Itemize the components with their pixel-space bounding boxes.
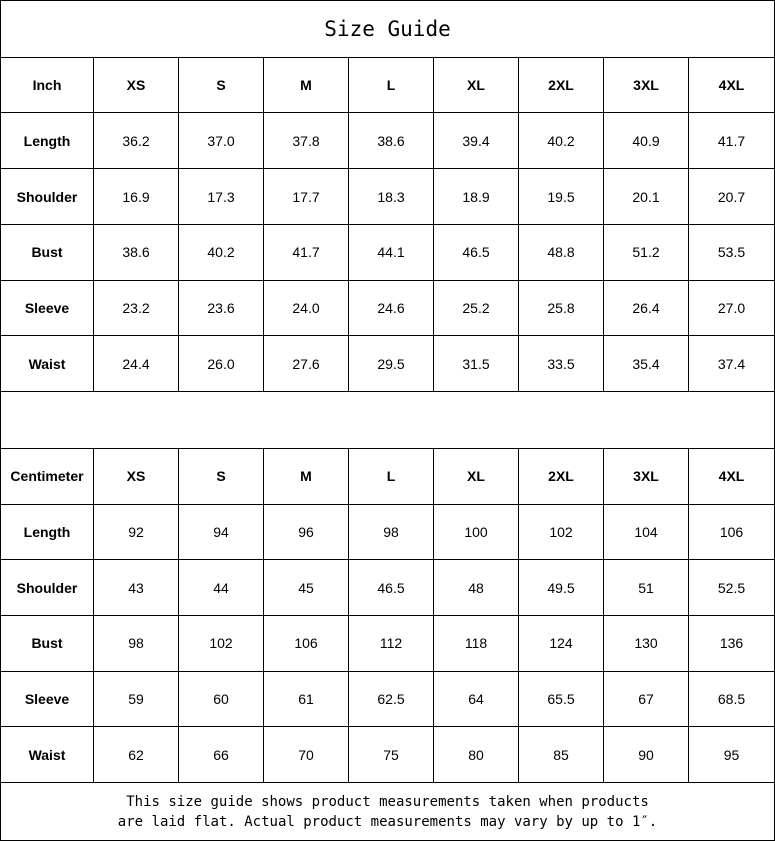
inch-measure-row bbox=[1, 336, 775, 392]
cm-value-cell: 43 bbox=[94, 560, 179, 616]
inch-measure-row bbox=[1, 280, 775, 336]
cm-value-cell: 59 bbox=[94, 671, 179, 727]
cm-size-header: XS bbox=[94, 448, 179, 504]
inch-value-cell: 38.6 bbox=[94, 224, 179, 280]
inch-value-cell: 31.5 bbox=[434, 336, 519, 392]
cm-value-cell: 124 bbox=[519, 615, 604, 671]
cm-value-cell: 75 bbox=[349, 727, 434, 783]
inch-value-cell: 41.7 bbox=[689, 113, 775, 169]
inch-value-cell: 51.2 bbox=[604, 224, 689, 280]
cm-value-cell: 90 bbox=[604, 727, 689, 783]
cm-value-cell: 118 bbox=[434, 615, 519, 671]
inch-value-cell: 20.7 bbox=[689, 169, 775, 225]
cm-value-cell: 95 bbox=[689, 727, 775, 783]
cm-measure-row bbox=[1, 615, 775, 671]
cm-value-cell: 44 bbox=[179, 560, 264, 616]
cm-value-cell: 102 bbox=[179, 615, 264, 671]
cm-value-cell: 104 bbox=[604, 504, 689, 560]
inch-value-cell: 37.8 bbox=[264, 113, 349, 169]
note-row bbox=[1, 783, 775, 841]
inch-measure-row bbox=[1, 113, 775, 169]
inch-value-cell: 33.5 bbox=[519, 336, 604, 392]
cm-measure-row bbox=[1, 560, 775, 616]
inch-value-cell: 41.7 bbox=[264, 224, 349, 280]
inch-value-cell: 25.8 bbox=[519, 280, 604, 336]
inch-value-cell: 53.5 bbox=[689, 224, 775, 280]
cm-header-row bbox=[1, 448, 775, 504]
inch-row-label: Waist bbox=[1, 336, 94, 392]
inch-value-cell: 19.5 bbox=[519, 169, 604, 225]
cm-size-header: 2XL bbox=[519, 448, 604, 504]
cm-value-cell: 67 bbox=[604, 671, 689, 727]
cm-value-cell: 66 bbox=[179, 727, 264, 783]
cm-value-cell: 49.5 bbox=[519, 560, 604, 616]
spacer-row bbox=[1, 392, 775, 449]
inch-size-header: M bbox=[264, 57, 349, 113]
spacer-cell bbox=[1, 392, 775, 449]
cm-size-header: L bbox=[349, 448, 434, 504]
cm-value-cell: 60 bbox=[179, 671, 264, 727]
cm-value-cell: 64 bbox=[434, 671, 519, 727]
inch-header-row bbox=[1, 57, 775, 113]
inch-value-cell: 35.4 bbox=[604, 336, 689, 392]
cm-value-cell: 130 bbox=[604, 615, 689, 671]
inch-value-cell: 17.7 bbox=[264, 169, 349, 225]
cm-row-label: Waist bbox=[1, 727, 94, 783]
inch-size-header: 3XL bbox=[604, 57, 689, 113]
inch-value-cell: 36.2 bbox=[94, 113, 179, 169]
cm-size-header: 3XL bbox=[604, 448, 689, 504]
cm-value-cell: 102 bbox=[519, 504, 604, 560]
inch-value-cell: 18.9 bbox=[434, 169, 519, 225]
inch-size-header: S bbox=[179, 57, 264, 113]
note-line-1: This size guide shows product measurements taken when products bbox=[126, 793, 649, 810]
cm-value-cell: 85 bbox=[519, 727, 604, 783]
cm-value-cell: 61 bbox=[264, 671, 349, 727]
cm-value-cell: 48 bbox=[434, 560, 519, 616]
cm-value-cell: 45 bbox=[264, 560, 349, 616]
cm-value-cell: 96 bbox=[264, 504, 349, 560]
inch-value-cell: 20.1 bbox=[604, 169, 689, 225]
inch-size-header: XS bbox=[94, 57, 179, 113]
inch-row-label: Length bbox=[1, 113, 94, 169]
inch-value-cell: 27.0 bbox=[689, 280, 775, 336]
inch-size-header: 4XL bbox=[689, 57, 775, 113]
cm-row-label: Bust bbox=[1, 615, 94, 671]
note-line-2: are laid flat. Actual product measurements may vary by up to 1″. bbox=[117, 813, 658, 830]
cm-value-cell: 98 bbox=[349, 504, 434, 560]
cm-value-cell: 62.5 bbox=[349, 671, 434, 727]
inch-size-header: L bbox=[349, 57, 434, 113]
inch-size-header: XL bbox=[434, 57, 519, 113]
cm-row-label: Sleeve bbox=[1, 671, 94, 727]
cm-unit-label: Centimeter bbox=[1, 448, 94, 504]
inch-value-cell: 40.2 bbox=[519, 113, 604, 169]
cm-value-cell: 70 bbox=[264, 727, 349, 783]
inch-value-cell: 29.5 bbox=[349, 336, 434, 392]
inch-value-cell: 24.4 bbox=[94, 336, 179, 392]
measurement-note bbox=[1, 783, 775, 841]
inch-value-cell: 26.0 bbox=[179, 336, 264, 392]
inch-value-cell: 37.0 bbox=[179, 113, 264, 169]
cm-value-cell: 52.5 bbox=[689, 560, 775, 616]
cm-value-cell: 136 bbox=[689, 615, 775, 671]
inch-value-cell: 25.2 bbox=[434, 280, 519, 336]
cm-value-cell: 98 bbox=[94, 615, 179, 671]
cm-value-cell: 112 bbox=[349, 615, 434, 671]
inch-value-cell: 23.2 bbox=[94, 280, 179, 336]
inch-row-label: Sleeve bbox=[1, 280, 94, 336]
cm-row-label: Length bbox=[1, 504, 94, 560]
cm-value-cell: 62 bbox=[94, 727, 179, 783]
cm-measure-row bbox=[1, 727, 775, 783]
inch-value-cell: 18.3 bbox=[349, 169, 434, 225]
inch-value-cell: 44.1 bbox=[349, 224, 434, 280]
inch-size-header: 2XL bbox=[519, 57, 604, 113]
cm-measure-row bbox=[1, 504, 775, 560]
inch-value-cell: 27.6 bbox=[264, 336, 349, 392]
inch-value-cell: 40.2 bbox=[179, 224, 264, 280]
inch-measure-row bbox=[1, 169, 775, 225]
cm-row-label: Shoulder bbox=[1, 560, 94, 616]
cm-measure-row bbox=[1, 671, 775, 727]
cm-value-cell: 68.5 bbox=[689, 671, 775, 727]
inch-value-cell: 24.0 bbox=[264, 280, 349, 336]
inch-value-cell: 40.9 bbox=[604, 113, 689, 169]
cm-value-cell: 65.5 bbox=[519, 671, 604, 727]
inch-value-cell: 23.6 bbox=[179, 280, 264, 336]
cm-size-header: 4XL bbox=[689, 448, 775, 504]
inch-value-cell: 16.9 bbox=[94, 169, 179, 225]
inch-value-cell: 38.6 bbox=[349, 113, 434, 169]
cm-size-header: S bbox=[179, 448, 264, 504]
inch-value-cell: 24.6 bbox=[349, 280, 434, 336]
cm-size-header: XL bbox=[434, 448, 519, 504]
cm-value-cell: 94 bbox=[179, 504, 264, 560]
cm-value-cell: 80 bbox=[434, 727, 519, 783]
cm-value-cell: 106 bbox=[264, 615, 349, 671]
inch-row-label: Bust bbox=[1, 224, 94, 280]
cm-value-cell: 92 bbox=[94, 504, 179, 560]
title-row bbox=[1, 1, 775, 58]
inch-value-cell: 46.5 bbox=[434, 224, 519, 280]
cm-value-cell: 106 bbox=[689, 504, 775, 560]
page-title: Size Guide bbox=[1, 1, 775, 58]
inch-value-cell: 37.4 bbox=[689, 336, 775, 392]
inch-value-cell: 39.4 bbox=[434, 113, 519, 169]
cm-value-cell: 46.5 bbox=[349, 560, 434, 616]
inch-value-cell: 26.4 bbox=[604, 280, 689, 336]
inch-row-label: Shoulder bbox=[1, 169, 94, 225]
cm-size-header: M bbox=[264, 448, 349, 504]
inch-measure-row bbox=[1, 224, 775, 280]
inch-unit-label: Inch bbox=[1, 57, 94, 113]
inch-value-cell: 48.8 bbox=[519, 224, 604, 280]
cm-value-cell: 51 bbox=[604, 560, 689, 616]
cm-value-cell: 100 bbox=[434, 504, 519, 560]
size-guide-body bbox=[1, 1, 775, 841]
inch-value-cell: 17.3 bbox=[179, 169, 264, 225]
